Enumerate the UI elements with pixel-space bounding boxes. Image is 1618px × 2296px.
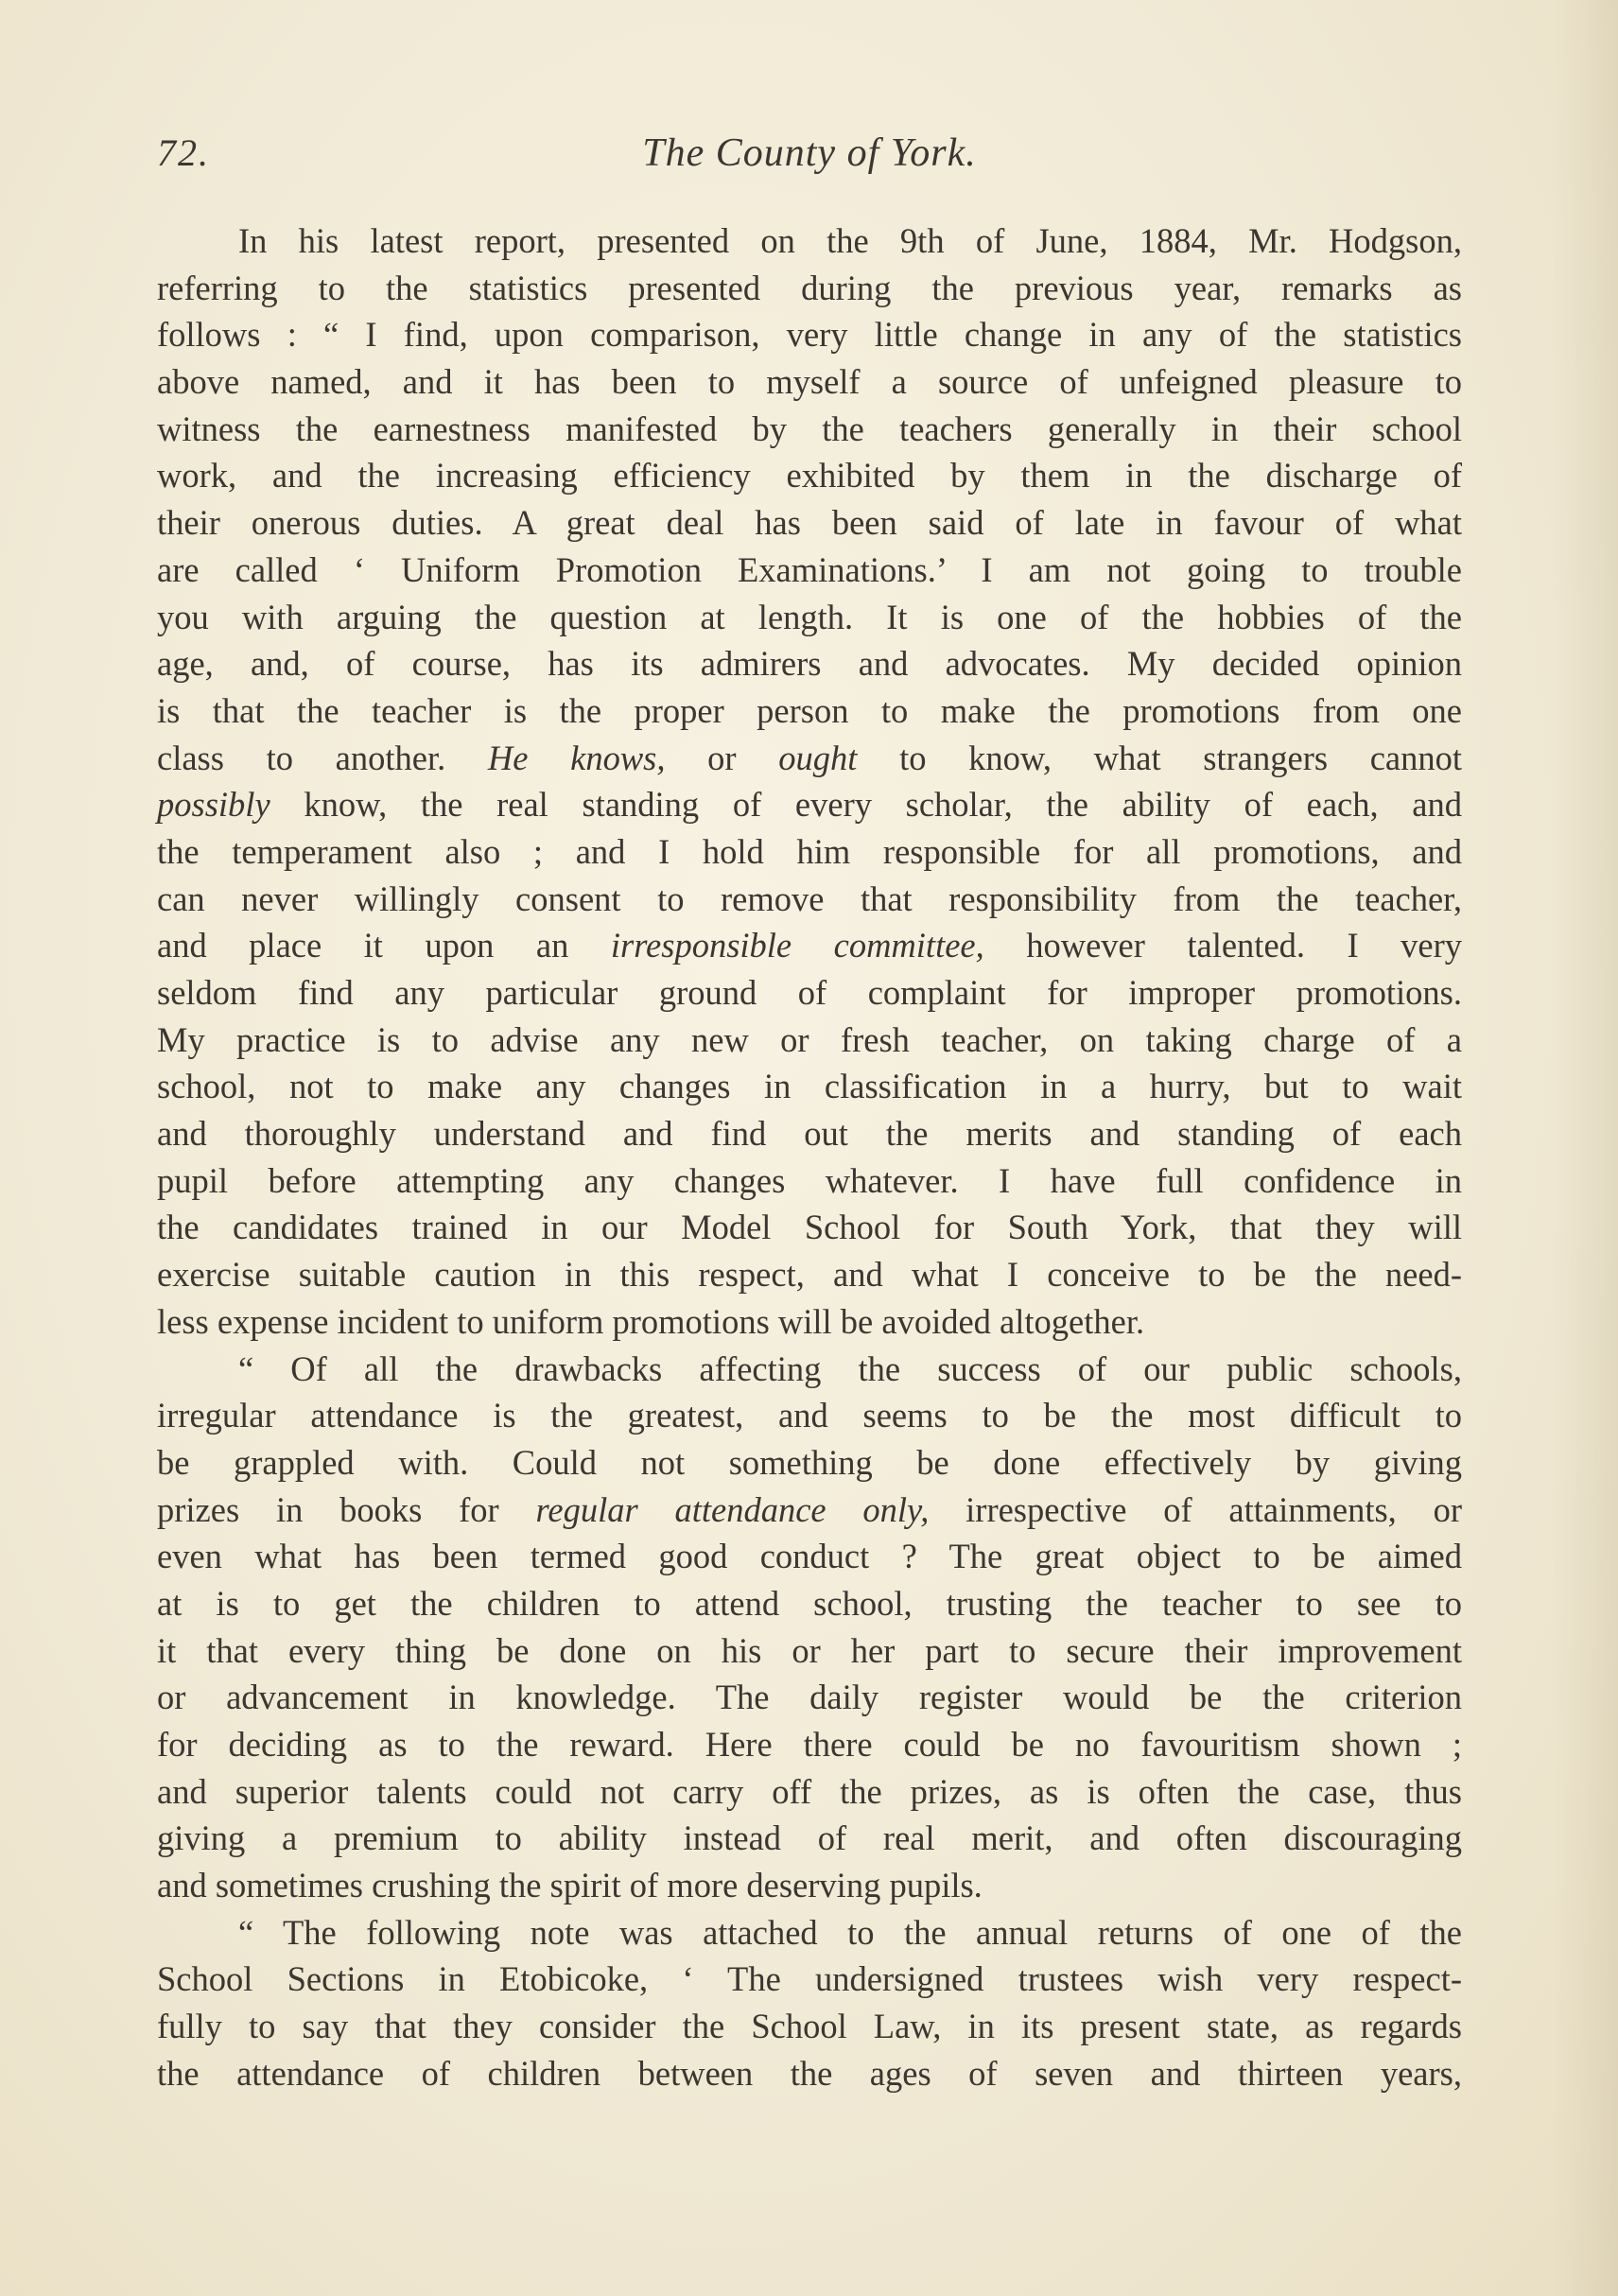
text-line: work, and the increasing efficiency exhibited by them in the discharge of (157, 456, 1462, 496)
text-line (157, 735, 1462, 782)
text-line: “ The following note was attached to the annual returns of one of the (238, 1912, 1462, 1952)
text-line (157, 781, 1462, 828)
text-line: giving a premium to ability instead of real merit, and often discouraging (157, 1818, 1462, 1858)
italic-text: He knows, (487, 738, 666, 777)
text-run: class to another. (157, 738, 488, 777)
text-line: be grappled with. Could not something be done effectively by giving (157, 1442, 1462, 1482)
text-line: My practice is to advise any new or fresh teacher, on taking charge of a (157, 1019, 1462, 1059)
text-line: school, not to make any changes in classification in a hurry, but to wait (157, 1067, 1462, 1106)
text-line: for deciding as to the reward. Here there could be no favouritism shown ; (157, 1725, 1462, 1764)
page-edge-shadow (1552, 0, 1618, 2296)
text-line: witness the earnestness manifested by the teachers generally in their school (157, 409, 1462, 448)
text-line: their onerous duties. A great deal has been said of late in favour of what (157, 503, 1462, 543)
text-line: are called ‘ Uniform Promotion Examinations.’ I am not going to trouble (157, 549, 1462, 589)
text-line: less expense incident to uniform promotions will be avoided altogether. (157, 1301, 1145, 1341)
text-line: age, and, of course, has its admirers and advocates. My decided opinion (157, 644, 1462, 684)
text-line: and sometimes crushing the spirit of more deserving pupils. (157, 1866, 983, 1905)
text-run: to know, what strangers cannot (857, 738, 1463, 777)
text-line: at is to get the children to attend school, trusting the teacher to see to (157, 1583, 1462, 1623)
text-run: know, the real standing of every scholar, the ability of each, and (270, 785, 1462, 825)
text-line: even what has been termed good conduct ? The great object to be aimed (157, 1537, 1462, 1576)
text-line: or advancement in knowledge. The daily register would be the criterion (157, 1678, 1462, 1717)
italic-text: regular attendance only, (535, 1489, 930, 1529)
text-line: can never willingly consent to remove that responsibility from the teacher, (157, 878, 1462, 918)
body-text (157, 217, 1462, 2097)
text-line: and thoroughly understand and find out the merits and standing of each (157, 1114, 1462, 1154)
text-line: and superior talents could not carry off the prizes, as is often the case, thus (157, 1771, 1462, 1811)
text-line: In his latest report, presented on the 9th of June, 1884, Mr. Hodgson, (238, 221, 1462, 260)
text-line: above named, and it has been to myself a source of unfeigned pleasure to (157, 362, 1462, 402)
text-line: fully to say that they consider the School Law, in its present state, as regards (157, 2007, 1462, 2046)
page-number: 72. (157, 131, 210, 174)
text-line: it that every thing be done on his or her part to secure their improvement (157, 1630, 1462, 1670)
text-line: the attendance of children between the ages of seven and thirteen years, (157, 2053, 1462, 2093)
text-run: irrespective of attainments, or (929, 1489, 1462, 1529)
italic-text: irresponsible committee, (610, 926, 984, 965)
text-line: is that the teacher is the proper person to make the promotions from one (157, 690, 1462, 730)
text-line: “ Of all the drawbacks affecting the success of our public schools, (238, 1348, 1462, 1388)
text-line (157, 922, 1462, 969)
italic-text: possibly (157, 785, 270, 825)
text-line (157, 1487, 1462, 1534)
page-header (157, 130, 1462, 197)
text-line: the candidates trained in our Model School for South York, that they will (157, 1208, 1462, 1247)
text-run: and place it upon an (157, 926, 611, 965)
text-line: School Sections in Etobicoke, ‘ The undersigned trustees wish very respect- (157, 1959, 1462, 1999)
text-line: the temperament also ; and I hold him responsible for all promotions, and (157, 831, 1462, 871)
text-line: seldom find any particular ground of complaint for improper promotions. (157, 973, 1462, 1012)
italic-text: ought (778, 738, 858, 777)
text-line: pupil before attempting any changes whatever. I have full confidence in (157, 1160, 1462, 1200)
text-run: prizes in books for (157, 1489, 536, 1529)
text-line: follows : “ I find, upon comparison, very little change in any of the statistics (157, 315, 1462, 355)
running-title: The County of York. (642, 131, 977, 175)
text-run: however talented. I very (983, 926, 1462, 965)
text-line: exercise suitable caution in this respect, and what I conceive to be the need- (157, 1255, 1462, 1295)
text-run: or (665, 738, 779, 777)
text-line: referring to the statistics presented during the previous year, remarks as (157, 268, 1462, 307)
text-line: you with arguing the question at length. It is one of the hobbies of the (157, 597, 1462, 636)
text-line: irregular attendance is the greatest, and seems to be the most difficult to (157, 1396, 1462, 1435)
